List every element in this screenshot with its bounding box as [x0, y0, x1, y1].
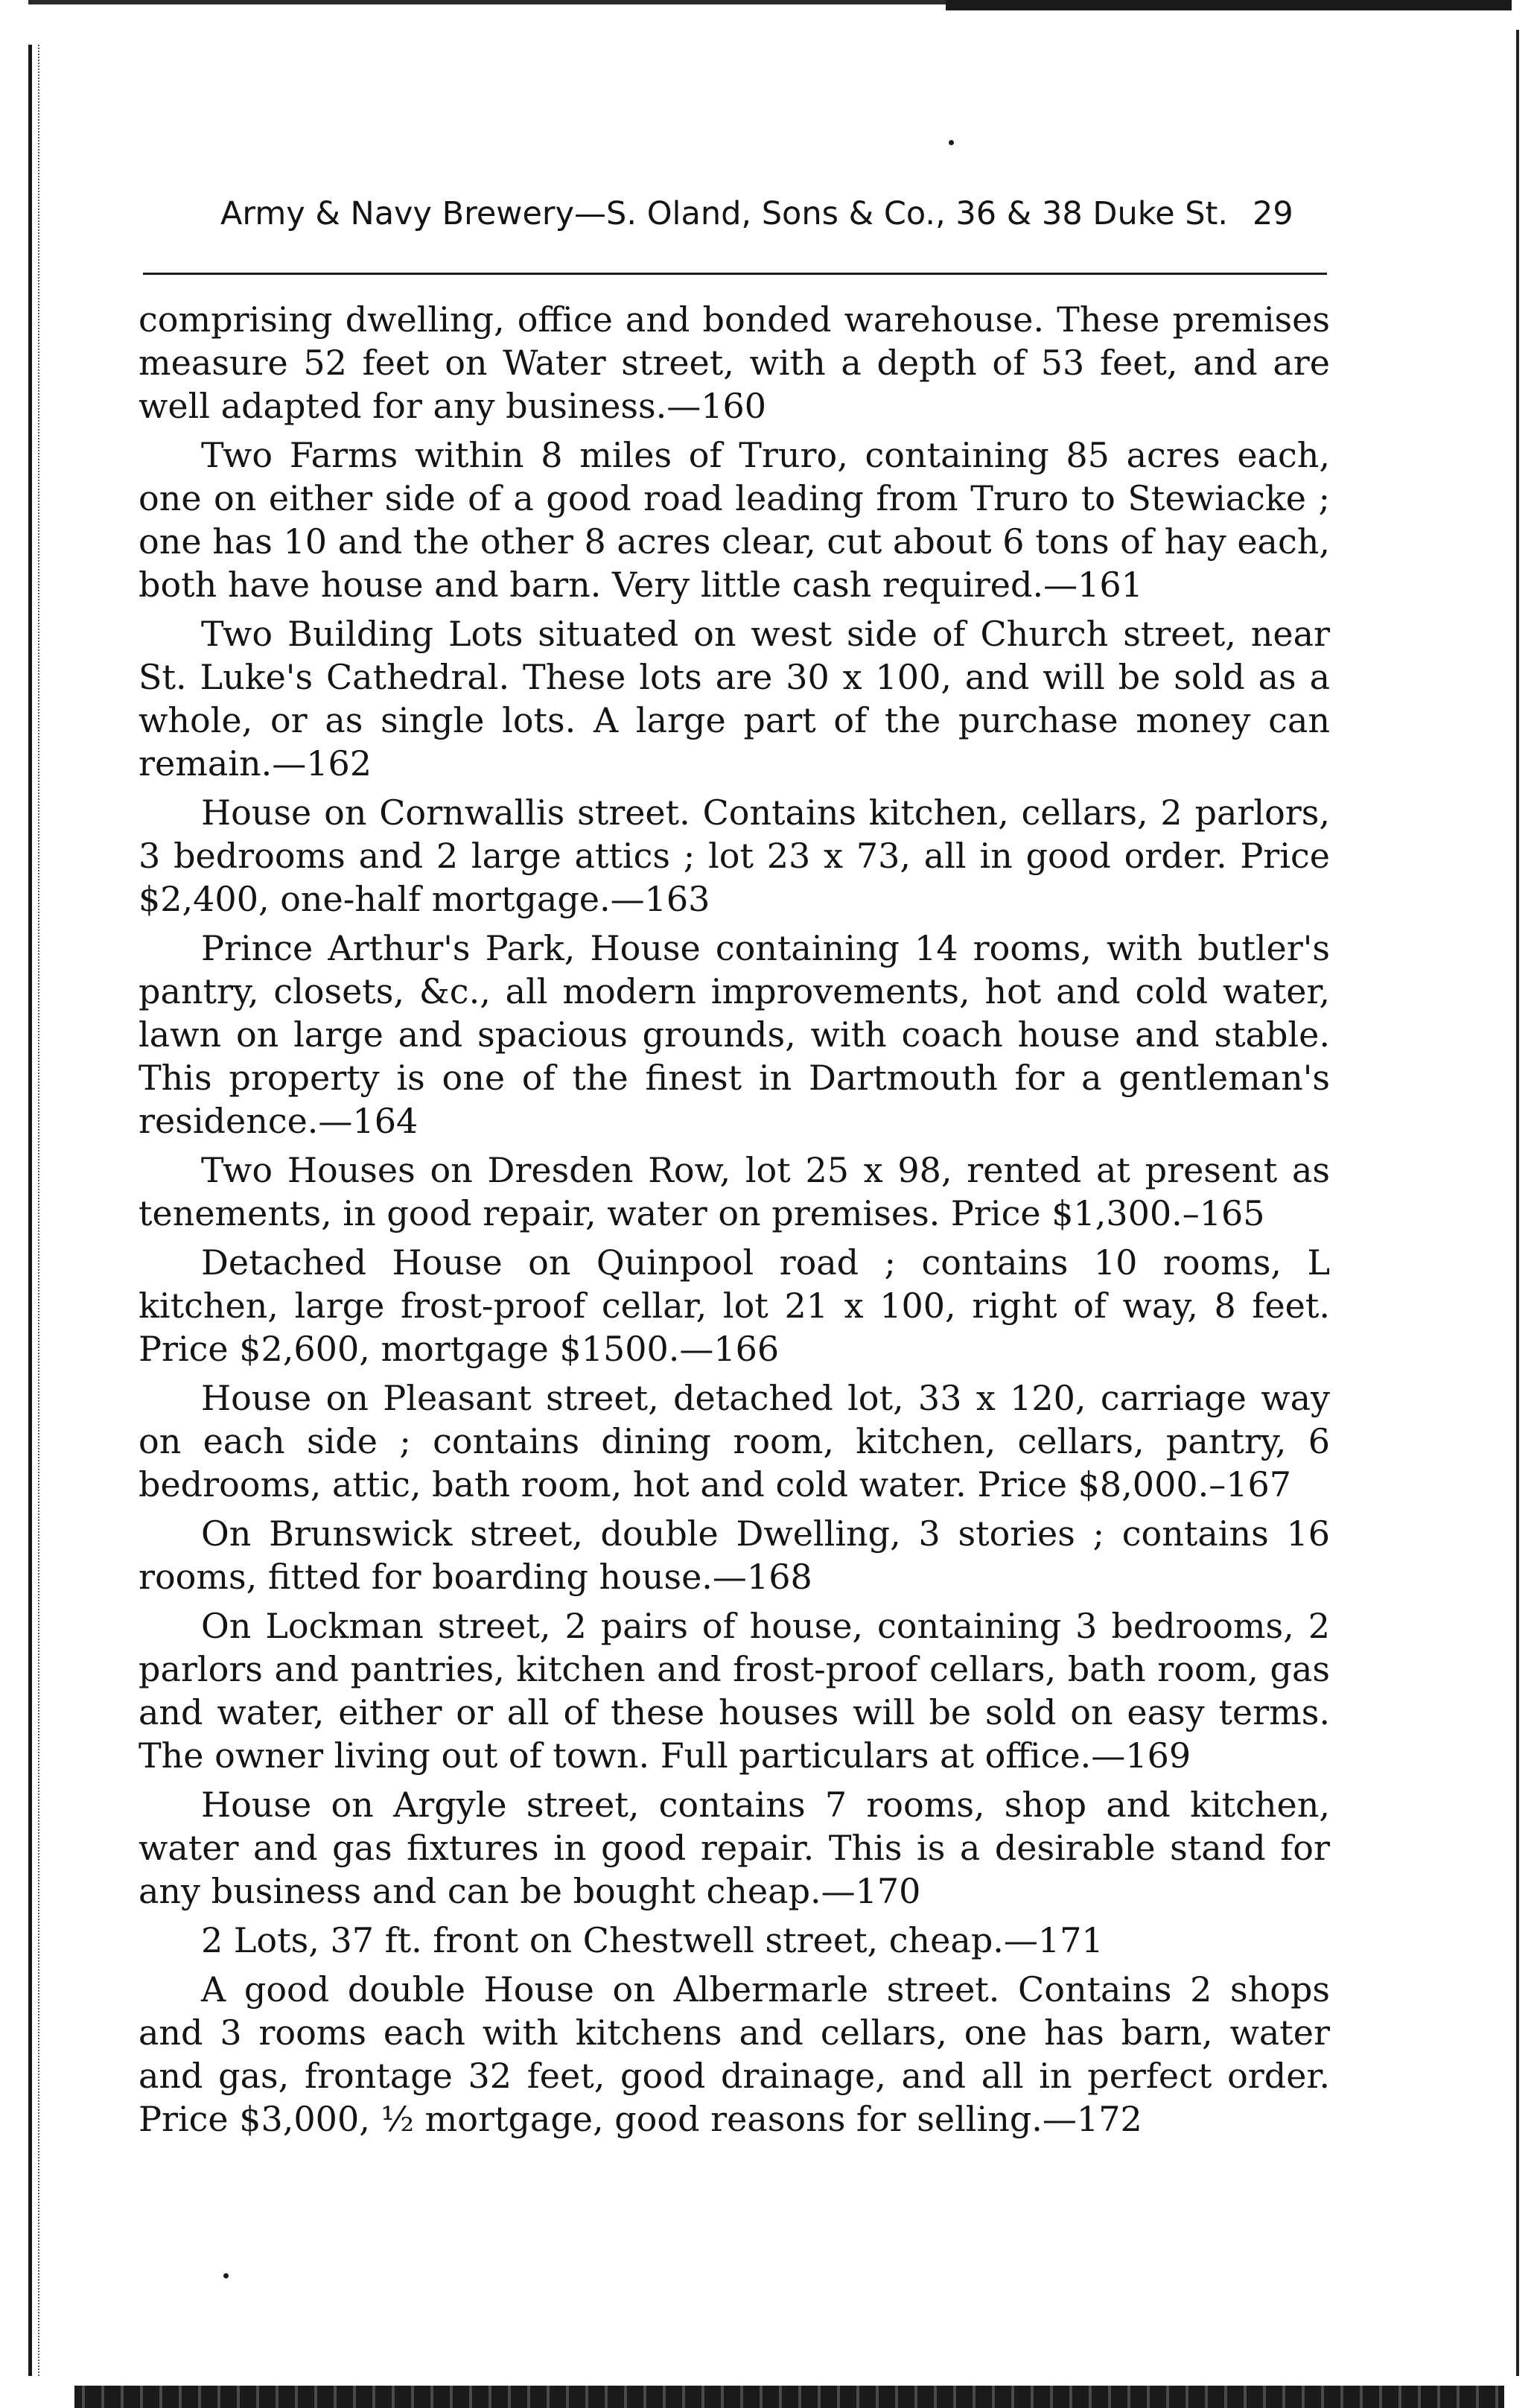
listing-paragraph: Two Building Lots situated on west side of Church street, near St. Luke's Cathedral. These lots are 30 x 100, and will be sold as a whole, or as single lots. A large part of the purchase money can remain.—162: [139, 614, 1330, 784]
listing-paragraph: House on Pleasant street, detached lot, 33 x 120, carriage way on each side ; contains dining room, kitchen, cellars, pantry, 6 bedrooms, attic, bath room, hot and cold water. Price $8,000.–167: [139, 1378, 1330, 1505]
listing-paragraph: Prince Arthur's Park, House containing 14 rooms, with butler's pantry, closets, &c., all modern improvements, hot and cold water, lawn on large and spacious grounds, with coach house and stable. This property is one of the finest in Dartmouth for a gentleman's residence.—164: [139, 928, 1330, 1141]
scan-right-edge: [1513, 30, 1519, 2376]
listing-paragraph: Two Houses on Dresden Row, lot 25 x 98, rented at present as tenements, in good repair, water on premises. Price $1,300.–165: [139, 1150, 1330, 1233]
ink-speck: [223, 2273, 229, 2278]
listing-paragraph: On Lockman street, 2 pairs of house, containing 3 bedrooms, 2 parlors and pantries, kitchen and frost-proof cellars, bath room, gas and water, either or all of these houses will be sold on easy terms. The owner living out of town. Full particulars at office.—169: [139, 1606, 1330, 1776]
listing-paragraph: Detached House on Quinpool road ; contains 10 rooms, L kitchen, large frost-proof cellar, lot 21 x 100, right of way, 8 feet. Price $2,600, mortgage $1500.—166: [139, 1242, 1330, 1369]
running-head: [0, 195, 1534, 247]
running-title: Army & Navy Brewery—S. Oland, Sons & Co., 36 & 38 Duke St.: [220, 195, 1229, 232]
listing-paragraph: 2 Lots, 37 ft. front on Chestwell street, cheap.—171: [201, 1920, 1104, 1960]
scan-left-edge: [28, 45, 39, 2376]
header-rule: [143, 273, 1327, 275]
scan-top-border-thick: [946, 0, 1512, 10]
scan-bottom-border: [74, 2386, 1504, 2408]
listing-paragraph: House on Argyle street, contains 7 rooms, shop and kitchen, water and gas fixtures in good repair. This is a desirable stand for any business and can be bought cheap.—170: [139, 1785, 1330, 1911]
listing-paragraph: House on Cornwallis street. Contains kitchen, cellars, 2 parlors, 3 bedrooms and 2 large attics ; lot 23 x 73, all in good order. Price $2,400, one-half mortgage.—163: [139, 792, 1330, 919]
listing-text: [139, 298, 1330, 2147]
listing-paragraph: On Brunswick street, double Dwelling, 3 stories ; contains 16 rooms, fitted for boarding house.—168: [139, 1513, 1330, 1597]
scan-top-border: [28, 0, 1512, 10]
listing-paragraph: comprising dwelling, office and bonded warehouse. These premises measure 52 feet on Water street, with a depth of 53 feet, and are well adapted for any business.—160: [139, 299, 1330, 426]
listing-paragraph: A good double House on Albermarle street. Contains 2 shops and 3 rooms each with kitchens and cellars, one has barn, water and gas, frontage 32 feet, good drainage, and all in perfect order. Price $3,000, ½ mortgage, good reasons for selling.—172: [139, 1969, 1330, 2139]
page-number: 29: [1253, 195, 1293, 232]
ink-speck: [949, 140, 954, 145]
listing-paragraph: Two Farms within 8 miles of Truro, containing 85 acres each, one on either side of a good road leading from Truro to Stewiacke ; one has 10 and the other 8 acres clear, cut about 6 tons of hay each, both have house and barn. Very little cash required.—161: [139, 435, 1330, 605]
